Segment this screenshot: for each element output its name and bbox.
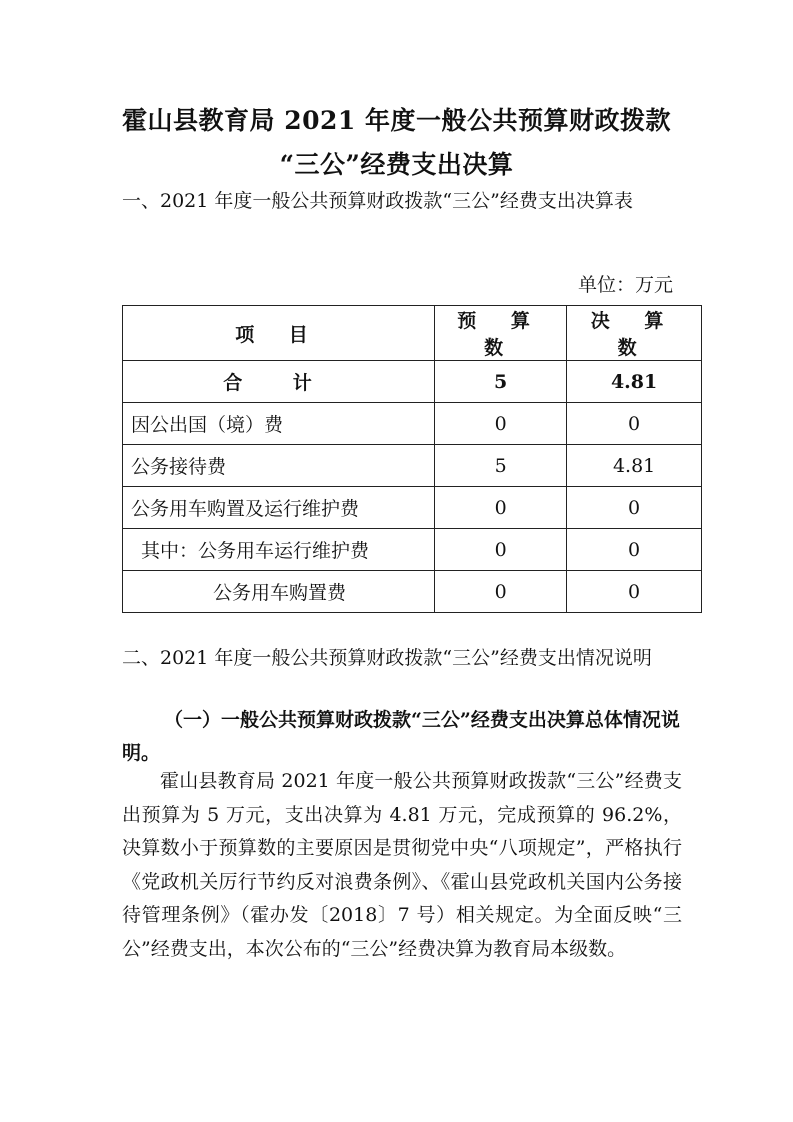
three-public-expenses-table xyxy=(122,305,702,613)
total-budget: 5 xyxy=(435,361,567,403)
header-budget: 预 算 数 xyxy=(435,306,567,361)
header-final: 决 算 数 xyxy=(567,306,702,361)
table-header-row xyxy=(123,306,702,361)
row-label: 公务接待费 xyxy=(123,445,435,487)
document-title-line1: 霍山县教育局 2021 年度一般公共预算财政拨款 xyxy=(122,106,671,135)
section2-heading: 二、2021 年度一般公共预算财政拨款“三公”经费支出情况说明 xyxy=(122,647,652,669)
row-label: 公务用车购置费 xyxy=(123,571,435,613)
total-label: 合 计 xyxy=(123,361,435,403)
document-title-line2: “三公”经费支出决算 xyxy=(279,150,514,179)
table-row xyxy=(123,529,702,571)
subsection1-body: 霍山县教育局 2021 年度一般公共预算财政拨款“三公”经费支出预算为 5 万元，支出决算为 4.81 万元，完成预算的 96.2%，决算数小于预算数的主要原因是贯彻党中央“八项规定”，严格执行《党政机关厉行节约反对浪费条例》、《霍山县党政机关国内公务接待管理条例》（霍办发〔2018〕7 号）相关规定。为全面反映“三公”经费支出，本次公布的“三公”经费决算为教育局本级数。 xyxy=(122,770,682,960)
row-budget: 0 xyxy=(435,529,567,571)
table-row xyxy=(123,403,702,445)
row-label: 其中：公务用车运行维护费 xyxy=(123,529,435,571)
row-final: 0 xyxy=(567,571,702,613)
row-budget: 0 xyxy=(435,571,567,613)
table-row xyxy=(123,571,702,613)
row-final: 0 xyxy=(567,487,702,529)
subsection1-heading: （一）一般公共预算财政拨款“三公”经费支出决算总体情况说明。 xyxy=(122,709,680,764)
header-item: 项 目 xyxy=(123,306,435,361)
row-final: 0 xyxy=(567,403,702,445)
total-final: 4.81 xyxy=(567,361,702,403)
row-budget: 0 xyxy=(435,487,567,529)
table-row xyxy=(123,445,702,487)
section1-heading: 一、2021 年度一般公共预算财政拨款“三公”经费支出决算表 xyxy=(122,190,633,212)
table-total-row xyxy=(123,361,702,403)
unit-label: 单位：万元 xyxy=(577,274,673,296)
row-budget: 0 xyxy=(435,403,567,445)
row-label: 因公出国（境）费 xyxy=(123,403,435,445)
row-label: 公务用车购置及运行维护费 xyxy=(123,487,435,529)
row-final: 0 xyxy=(567,529,702,571)
row-final: 4.81 xyxy=(567,445,702,487)
row-budget: 5 xyxy=(435,445,567,487)
table-row xyxy=(123,487,702,529)
